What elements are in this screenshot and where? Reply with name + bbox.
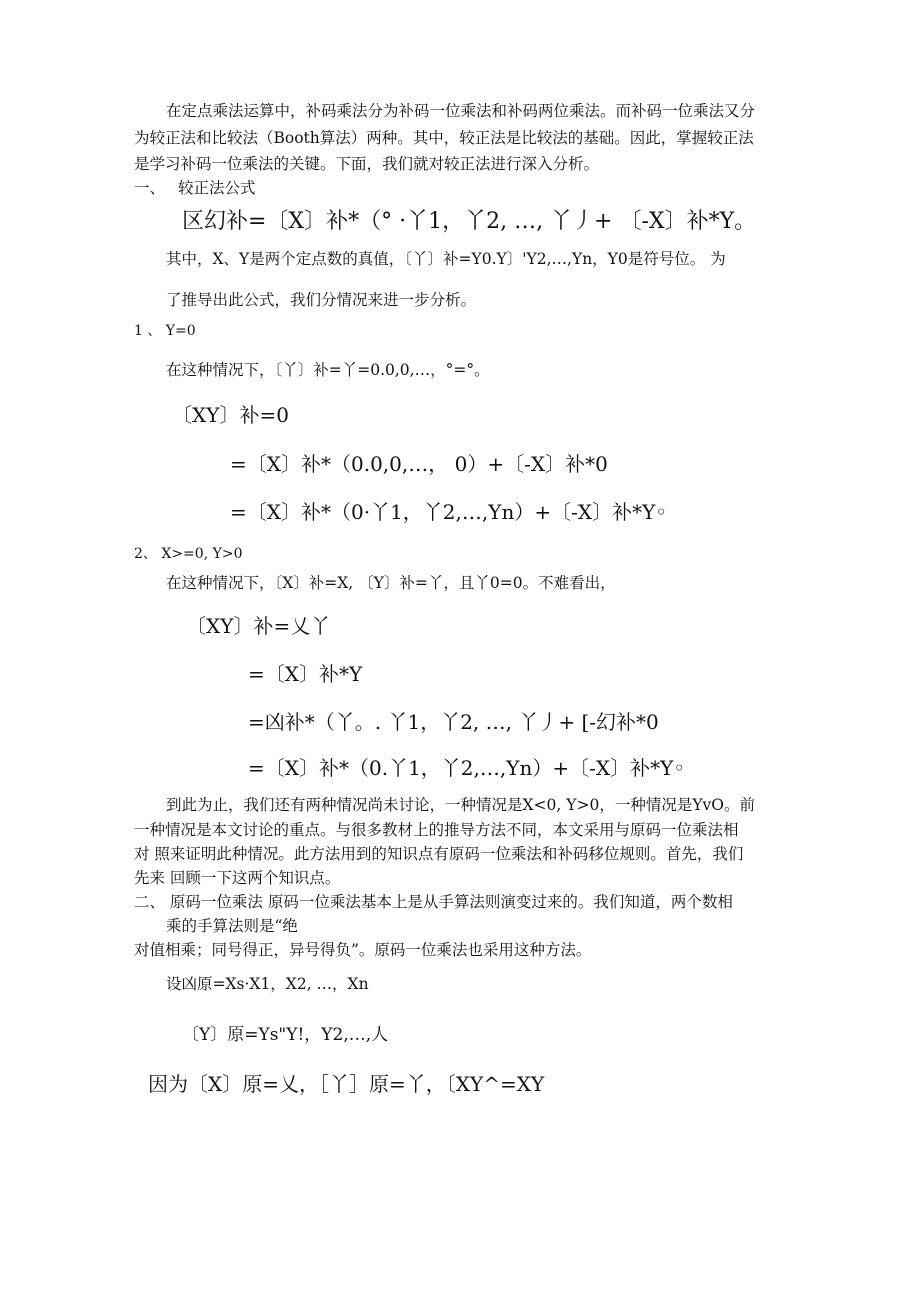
case-2-eq-1: 〔XY〕补=乂丫 <box>186 614 331 638</box>
main-formula: 区幻补=〔X〕补*（° ·丫1，丫2, …, 丫丿+ 〔-X〕补*Y。 <box>182 209 757 234</box>
case-1-eq-1: 〔XY〕补=0 <box>172 403 289 427</box>
orig-eq-1: 设凶原=Xs·X1，X2, …，Xn <box>166 975 369 993</box>
case-2-eq-3: =凶补*（丫。. 丫1，丫2, …, 丫丿+ [-幻补*0 <box>248 710 659 734</box>
formula-note-line-2: 了推导出此公式，我们分情况来进一步分析。 <box>166 291 477 309</box>
case-1-eq-3: =〔X〕补*（0·丫1，丫2,…,Yn）+〔-X〕补*Y◦ <box>230 500 668 524</box>
orig-eq-2: 〔Y〕原=Ys"Y!，Y2,…,人 <box>182 1025 389 1045</box>
rest-line-2: 一种情况是本文讨论的重点。与很多教材上的推导方法不同，本文采用与原码一位乘法相 <box>134 821 739 839</box>
section-2-line-2: 乘的手算法则是“绝 <box>166 917 298 935</box>
rest-line-4: 先来 回顾一下这两个知识点。 <box>134 869 341 887</box>
case-2-eq-2: =〔X〕补*Y <box>248 662 363 686</box>
case-2-heading: 2、 X>=0, Y>0 <box>134 546 243 562</box>
case-1-heading: 1 、 Y=0 <box>134 323 196 339</box>
case-1-text: 在这种情况下，〔丫〕补=丫=0.0,0,…，°=°。 <box>166 361 490 379</box>
intro-line-1: 在定点乘法运算中，补码乘法分为补码一位乘法和补码两位乘法。而补码一位乘法又分 <box>166 102 756 120</box>
section-2-line-3: 对值相乘；同号得正，异号得负”。原码一位乘法也采用这种方法。 <box>134 941 592 959</box>
rest-line-1: 到此为止，我们还有两种情况尚未讨论，一种情况是X<0, Y>0，一种情况是YvO。前 <box>166 796 756 814</box>
case-2-eq-4: =〔X〕补*（0.丫1，丫2,…,Yn）+〔-X〕补*Y◦ <box>248 756 686 780</box>
orig-eq-3: 因为〔X〕原=乂，［丫］原=丫，〔XY^=XY <box>148 1072 545 1096</box>
intro-line-2: 为较正法和比较法（Booth算法）两种。其中，较正法是比较法的基础。因此，掌握较正法 <box>134 129 754 147</box>
section-1-title: 较正法公式 <box>178 179 256 197</box>
case-2-text: 在这种情况下，〔X〕补=X, 〔Y〕补=丫，且丫0=0。不难看出， <box>166 574 616 592</box>
rest-line-3: 对 照来证明此种情况。此方法用到的知识点有原码一位乘法和补码移位规则。首先，我们 <box>134 845 744 863</box>
formula-note-line-1: 其中，X、Y是两个定点数的真值，〔丫〕补=Y0.Y〕'Y2,…,Yn，Y0是符号位。 为 <box>166 250 726 268</box>
section-2-line-1: 二、 原码一位乘法 原码一位乘法基本上是从手算法则演变过来的。我们知道，两个数相 <box>134 893 733 911</box>
intro-line-3: 是学习补码一位乘法的关键。下面，我们就对较正法进行深入分析。 <box>134 155 600 173</box>
section-1-number: 一、 <box>134 179 166 197</box>
case-1-eq-2: =〔X〕补*（0.0,0,…， 0）+〔-X〕补*0 <box>230 452 608 476</box>
